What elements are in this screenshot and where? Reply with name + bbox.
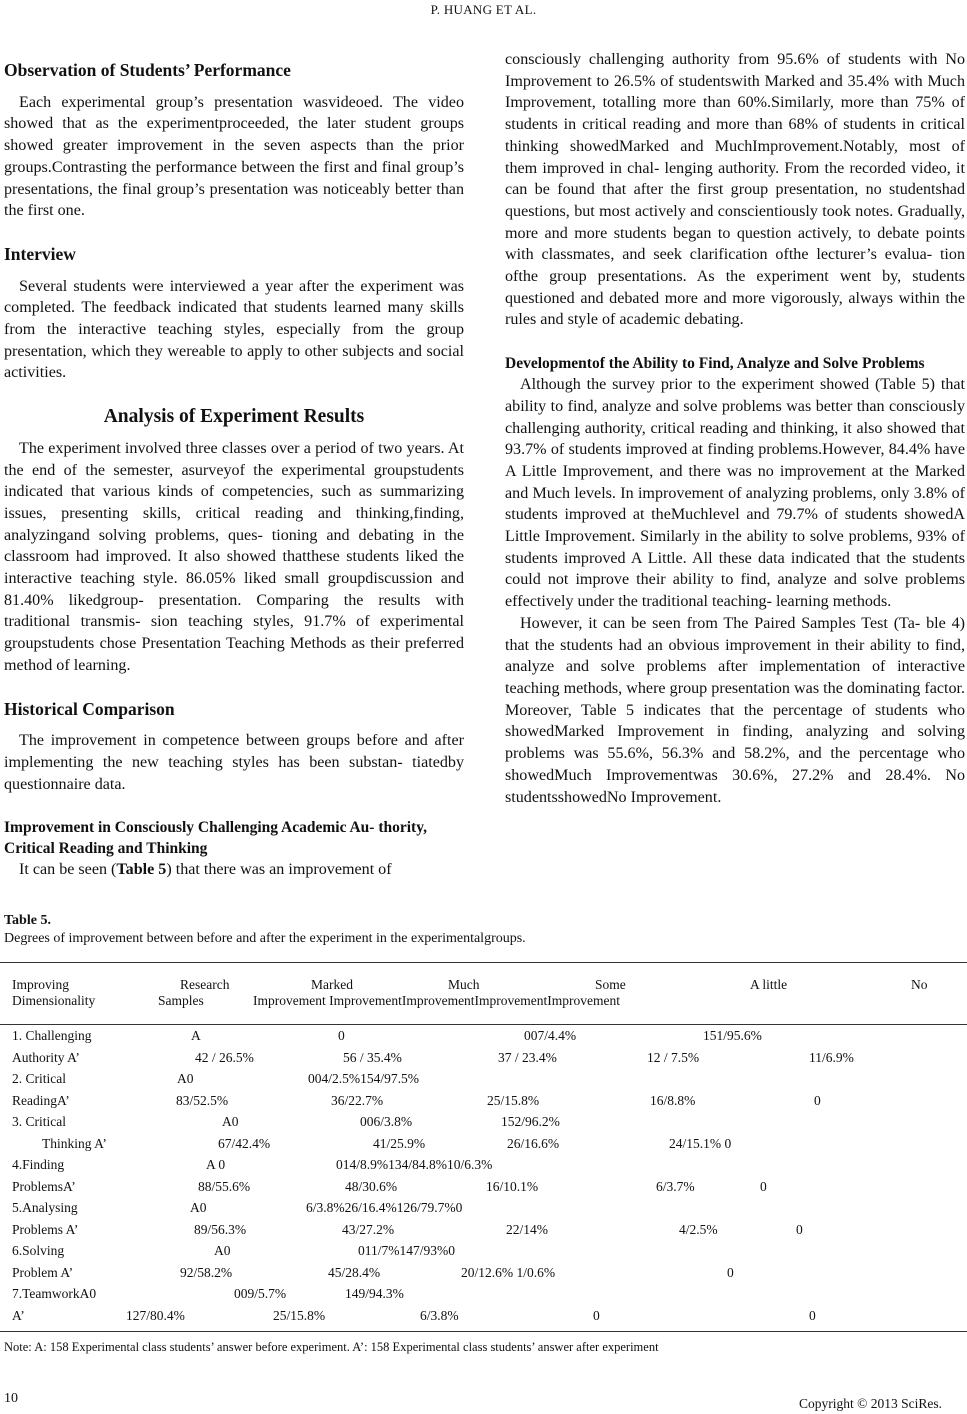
table-cell: 67/42.4% <box>218 1135 271 1151</box>
improvement-paragraph <box>4 859 464 881</box>
right-column <box>505 49 965 808</box>
table-cell: A0 <box>177 1071 194 1086</box>
table-cell: 36/22.7% <box>331 1092 384 1108</box>
header-no: No <box>911 977 928 992</box>
table-cell: 6/3.7% <box>656 1178 695 1194</box>
table-cell: 004/2.5%154/97.5% <box>308 1071 419 1086</box>
header-marked: Marked <box>311 977 353 992</box>
header-some: Some <box>595 977 626 992</box>
table-cell: 48/30.6% <box>345 1178 398 1194</box>
page-number: 10 <box>4 1391 18 1406</box>
observation-heading: Observation of Students’ Performance <box>4 60 291 80</box>
table-row-label: 6.Solving <box>12 1243 65 1258</box>
improvement-text-a: It can be seen ( <box>19 861 117 879</box>
table-row-label: Thinking A’ <box>42 1135 107 1151</box>
table-cell: 22/14% <box>506 1221 548 1237</box>
table-cell: 011/7%147/93%0 <box>358 1243 455 1258</box>
table-cell: 6/3.8%26/16.4%126/79.7%0 <box>306 1200 463 1215</box>
table-title: Degrees of improvement between before and after the experiment in the experimentalgroups. <box>4 931 526 946</box>
table-5-reference: Table 5 <box>116 861 167 879</box>
table-cell: 6/3.8% <box>420 1307 459 1323</box>
table-cell: 16/10.1% <box>486 1178 539 1194</box>
historical-paragraph: The improvement in competence between groups before and after implementing the new teaching styles has been substan- tiatedby questionnaire data. <box>4 732 464 793</box>
table-cell: 0 <box>338 1028 345 1043</box>
header-samples: Samples <box>158 993 204 1008</box>
table-cell: A0 <box>222 1114 239 1129</box>
table-cell: 127/80.4% <box>126 1307 185 1323</box>
table-cell: 45/28.4% <box>328 1264 381 1280</box>
header-much: Much <box>448 977 480 992</box>
table-cell: 92/58.2% <box>180 1264 233 1280</box>
table-row-label: Authority A’ <box>12 1049 80 1065</box>
table-cell: 56 / 35.4% <box>343 1049 402 1065</box>
table-cell: 83/52.5% <box>176 1092 229 1108</box>
table-cell: 42 / 26.5% <box>195 1049 254 1065</box>
header-a-little: A little <box>750 977 788 992</box>
table-row-label: 4.Finding <box>12 1157 65 1172</box>
header-dimensionality: Dimensionality <box>12 993 96 1008</box>
table-cell: 16/8.8% <box>650 1092 696 1108</box>
table-cell: 006/3.8% <box>360 1114 413 1129</box>
table-row-label: 2. Critical <box>12 1071 66 1086</box>
analysis-paragraph: The experiment involved three classes over a period of two years. At the end of the semester, asurveyof the experimental groupstudents indicated that various kinds of competencies, such as summarizing issues, presenting skills, critical reading and thinking,finding, analyzingand solving problems, ques- tioning and debating in the classroom had improved. It also showed thatthese students liked the interactive teaching style. 86.05% liked small groupdiscussion and 81.40% likedgroup- presentation. Comparing the results with traditional transmis- sion teaching styles, 91.7% of experimental groupstudents chose Presentation Teaching Methods as their preferred method of learning. <box>4 439 464 674</box>
table-row-label: 7.TeamworkA0 <box>12 1286 97 1301</box>
table-row-label: 1. Challenging <box>12 1028 92 1043</box>
development-paragraph-1: Although the survey prior to the experiment showed (Table 5) that ability to find, analyze and solve problems was better than consciously challenging authority, critical reading and thinking, it also showed that 93.7% of students improved at finding problems.However, 84.4% have A Little Improvement, and there was no improvement at the Marked and Much levels. In improvement of analyzing problems, only 3.8% of students improved at theMuchlevel and 79.7% of students showedA Little Improvement. Similarly in the ability to solve problems, 93% of students improved A Little. All these data indicated that the students could not improve their ability to find, analyze and solve problems effectively under the traditional teaching- learning methods. <box>505 376 965 611</box>
table-cell: 37 / 23.4% <box>498 1049 557 1065</box>
observation-paragraph: Each experimental group’s presentation wasvideoed. The video showed that as the experimentproceeded, the later student groups showed greater improvement in the seven aspects than the prior groups.Contrasting the performance between the first and final group’s presentations, the final group’s presentation was noticeably better than the first one. <box>4 93 464 220</box>
table-cell: 149/94.3% <box>345 1286 404 1301</box>
table-cell: 0 <box>760 1178 767 1194</box>
copyright: Copyright © 2013 SciRes. <box>799 1396 943 1411</box>
table-cell: 009/5.7% <box>234 1286 287 1301</box>
development-paragraph-2: However, it can be seen from The Paired Samples Test (Ta- ble 4) that the students had an obvious improvement in their ability to find, analyze and solve problems after implementation of interactive teaching methods, where group presentation was the dominating factor. Moreover, Table 5 indicates that the percentage of students who showedMarked Improvement in finding, analyzing and solving problems was 55.6%, 56.3% and 58.2%, and the percentage who showedMuch Improvementwas 30.6%, 27.2% and 28.4%. No studentsshowedNo Improvement. <box>505 614 965 806</box>
table-row-label: 3. Critical <box>12 1114 66 1129</box>
running-head: P. HUANG ET AL. <box>430 2 537 17</box>
table-cell: 0 <box>593 1307 600 1323</box>
table-cell: 41/25.9% <box>373 1135 426 1151</box>
table-row-label: ProblemsA’ <box>12 1178 76 1194</box>
header-research: Research <box>180 977 230 992</box>
table-header-rule <box>0 1024 967 1025</box>
development-heading: Developmentof the Ability to Find, Analyze and Solve Problems <box>505 355 925 373</box>
table-cell: 43/27.2% <box>342 1221 395 1237</box>
table-number: Table 5. <box>4 913 51 928</box>
header-improving: Improving <box>12 977 69 992</box>
table-cell: 4/2.5% <box>679 1221 718 1237</box>
table-cell: 0 <box>809 1307 816 1323</box>
improvement-heading: Improvement in Consciously Challenging Academic Au- thority, Critical Reading and Thinking <box>4 819 427 858</box>
continued-paragraph: consciously challenging authority from 95.6% of students with No Improvement to 26.5% of studentswith Marked and 35.4% with Much Improvement, totalling more than 60%.Similarly, more than 75% of students in critical reading and more than 68% of students in critical thinking showedMarked and MuchImprovement.Notably, most of them improved in chal- lenging authority. From the recorded video, it can be found that after the first group presentation, no studentshad questions, but most actively and conscientiously took notes. Gradually, more and more students began to question actively, to debate points with classmates, and seek clarification ofthe lecturer’s evalua- tion ofthe group presentations. As the experiment went by, students questioned and debated more and more vigorously, always within the rules and style of academic debating. <box>505 51 965 329</box>
table-cell: 20/12.6% 1/0.6% <box>461 1264 556 1280</box>
table-cell: A <box>191 1028 201 1043</box>
table-row-label: 5.Analysing <box>12 1200 78 1215</box>
table-cell: 12 / 7.5% <box>647 1049 700 1065</box>
table-cell: 007/4.4% <box>524 1028 577 1043</box>
table-caption <box>4 912 526 948</box>
left-column <box>4 48 464 881</box>
table-cell: 0 <box>814 1092 821 1108</box>
header-improvements: Improvement ImprovementImprovementImprovementImprovement <box>253 993 621 1008</box>
table-cell: 24/15.1% 0 <box>669 1135 732 1151</box>
table-note: Note: A: 158 Experimental class students’ answer before experiment. A’: 158 Experimental class students’ answer after experiment <box>4 1340 659 1354</box>
table-cell: A 0 <box>206 1157 226 1172</box>
interview-heading: Interview <box>4 243 76 264</box>
analysis-heading: Analysis of Experiment Results <box>103 406 365 428</box>
interview-paragraph: Several students were interviewed a year after the experiment was completed. The feedback indicated that students learned many skills from the interactive teaching styles, especially from the group presentation, which they wereable to apply to other subjects and social activities. <box>4 277 464 382</box>
improvement-text-b: ) that there was an improvement of <box>166 861 392 879</box>
table-cell: 26/16.6% <box>507 1135 560 1151</box>
table-row-label: Problems A’ <box>12 1221 79 1237</box>
table-cell: 88/55.6% <box>198 1178 251 1194</box>
table-top-rule <box>0 962 967 963</box>
table-cell: 89/56.3% <box>194 1221 247 1237</box>
table-cell: 152/96.2% <box>501 1114 560 1129</box>
table-cell: A0 <box>214 1243 231 1258</box>
table-cell: 014/8.9%134/84.8%10/6.3% <box>336 1157 493 1172</box>
table-cell: 25/15.8% <box>487 1092 540 1108</box>
table-row-label: A’ <box>12 1307 25 1323</box>
table-cell: 151/95.6% <box>703 1028 762 1043</box>
table-row-label: ReadingA’ <box>12 1092 70 1108</box>
table-cell: 0 <box>727 1264 734 1280</box>
table-cell: 25/15.8% <box>273 1307 326 1323</box>
table-cell: 0 <box>796 1221 803 1237</box>
table-cell: A0 <box>190 1200 207 1215</box>
table-row-label: Problem A’ <box>12 1264 74 1280</box>
historical-heading: Historical Comparison <box>4 698 175 719</box>
table-cell: 11/6.9% <box>809 1049 854 1065</box>
table-bottom-rule <box>0 1331 967 1332</box>
